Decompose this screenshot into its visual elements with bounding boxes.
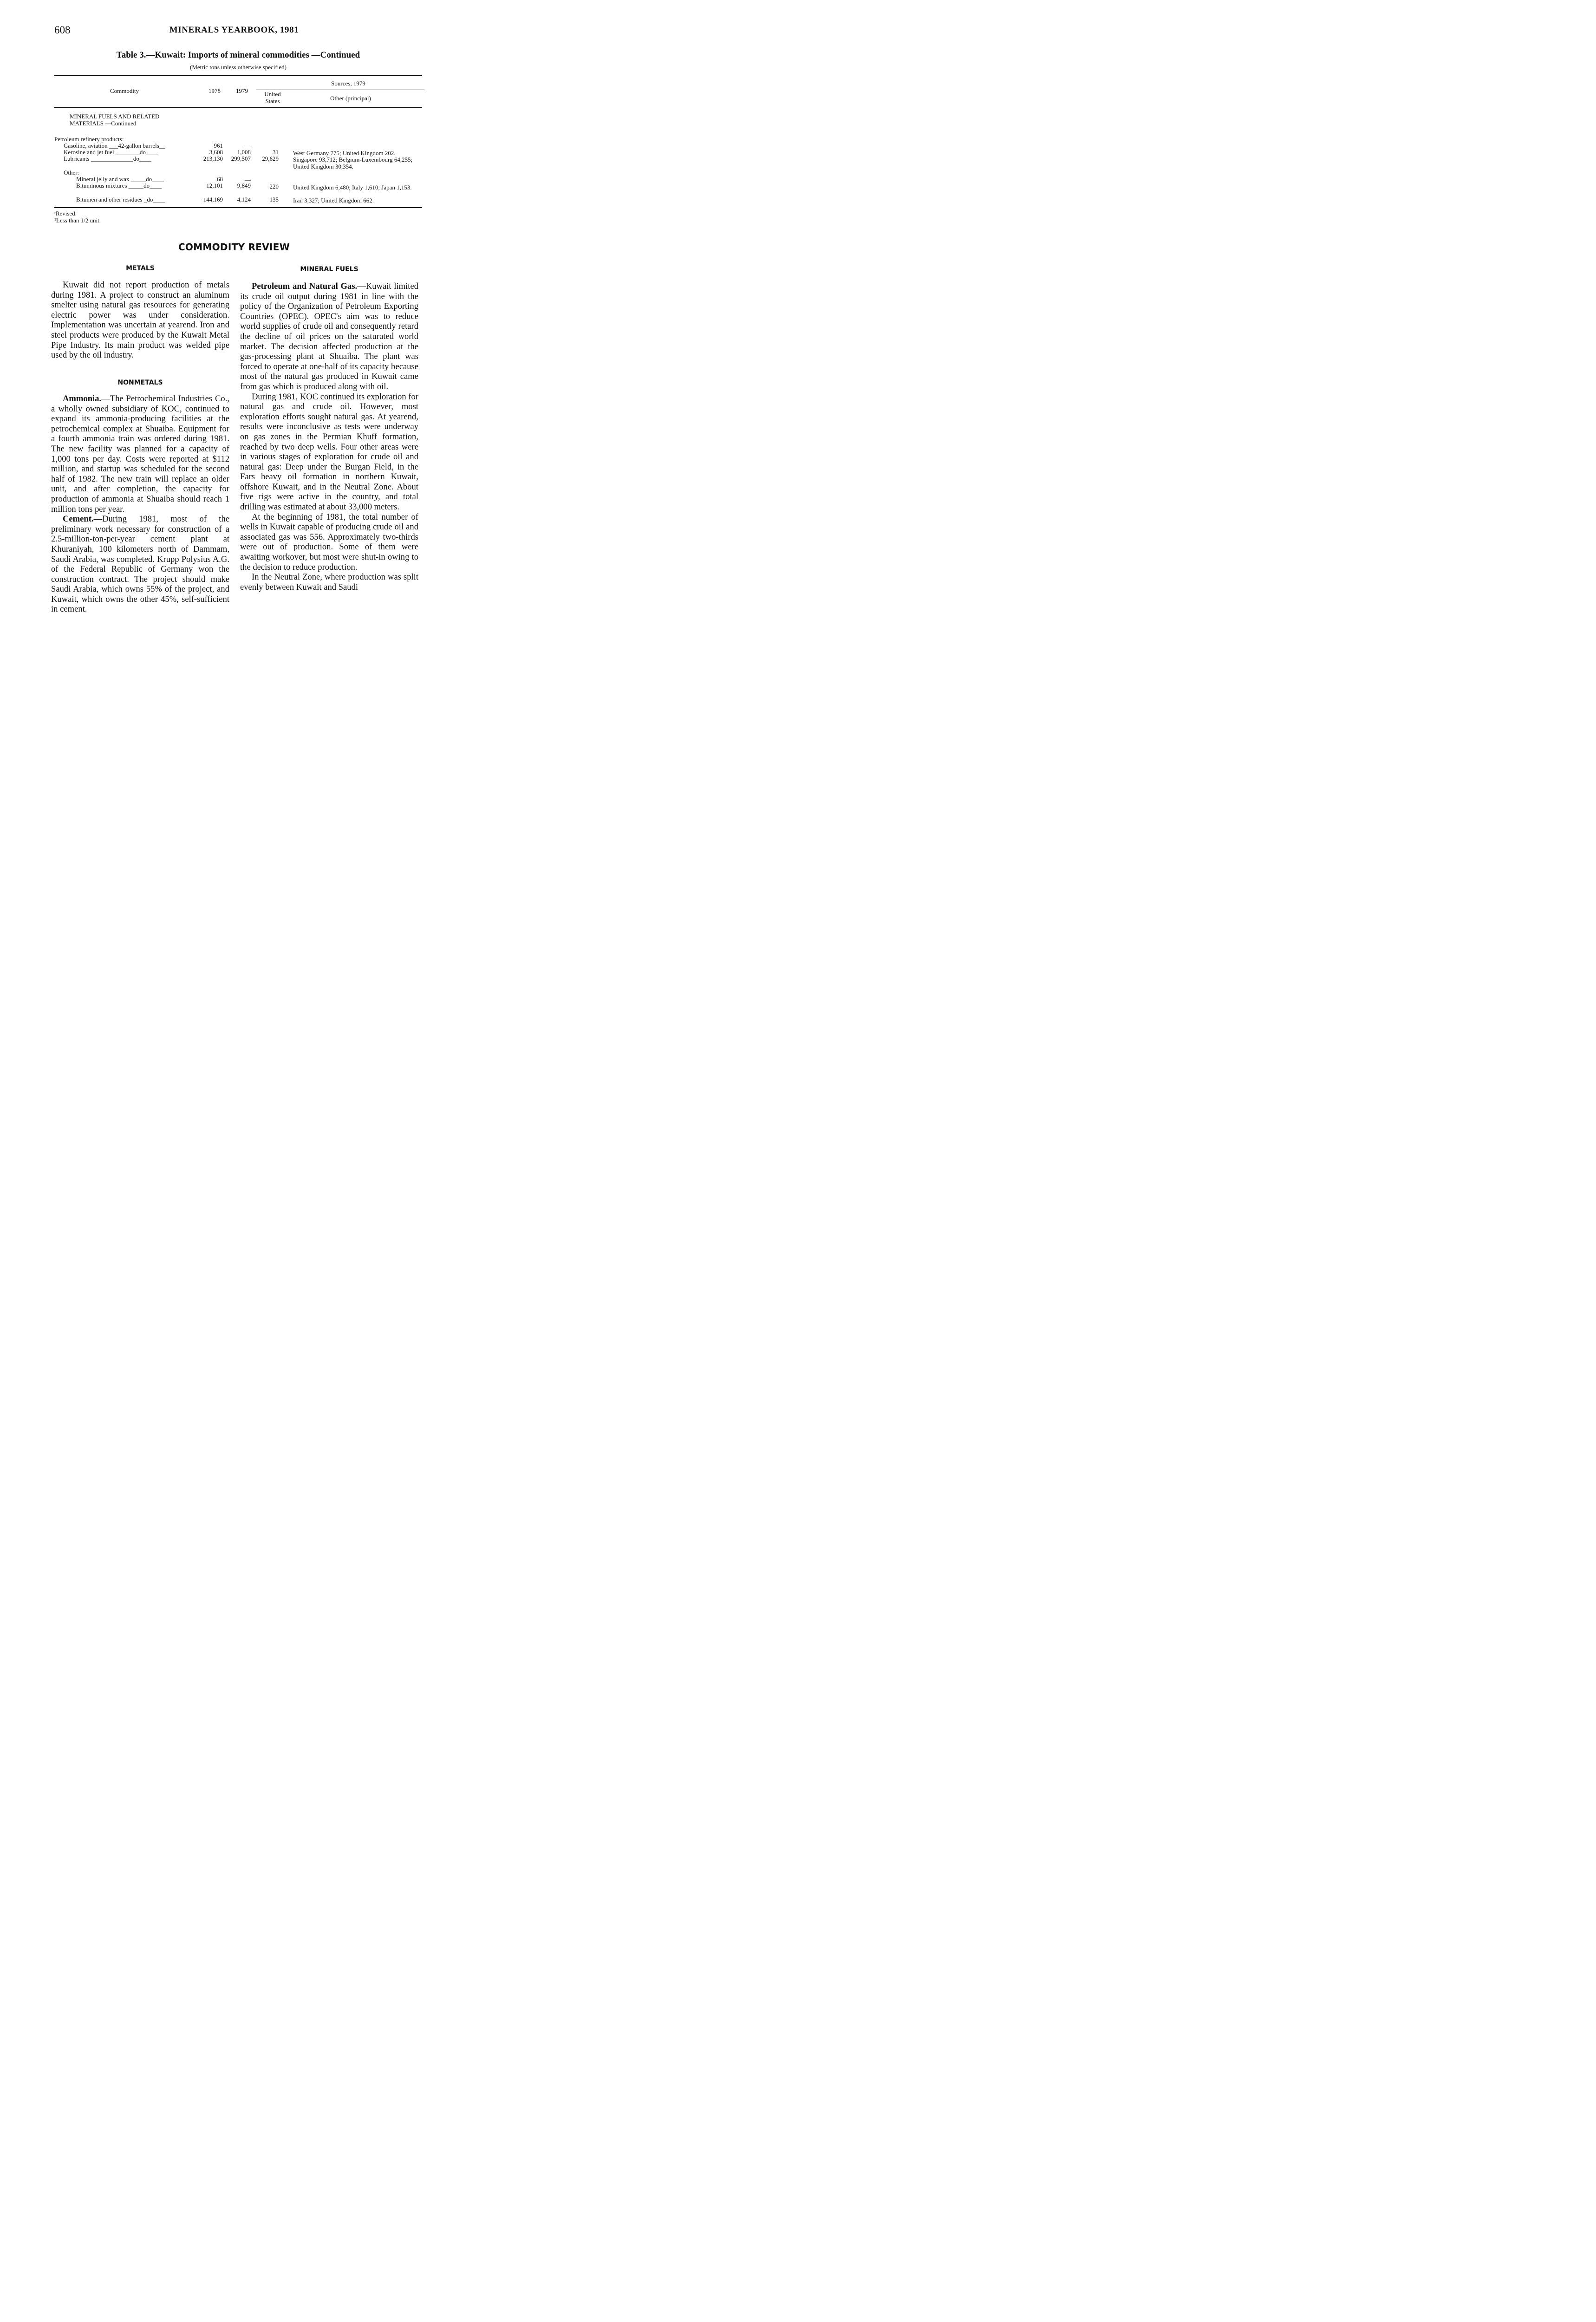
row-1979: 1,008 <box>237 149 251 156</box>
row-commodity: Bitumen and other residues _do____ <box>76 196 165 203</box>
row-commodity: Kerosine and jet fuel ________do____ <box>64 149 158 156</box>
row-us: 135 <box>269 196 279 203</box>
row-1978: 68 <box>217 176 223 183</box>
row-commodity: Lubricants ______________do____ <box>64 155 151 162</box>
header-1979: 1979 <box>236 87 248 94</box>
metals-heading: METALS <box>126 265 155 272</box>
header-other-principal: Other (principal) <box>330 95 371 102</box>
page-number: 608 <box>54 24 71 36</box>
header-sources: Sources, 1979 <box>331 80 365 87</box>
header-bottom-rule <box>54 107 422 108</box>
neutral-zone-paragraph: In the Neutral Zone, where production was split evenly between Kuwait and Saudi <box>240 572 418 592</box>
ammonia-paragraph <box>51 394 229 514</box>
cement-paragraph <box>51 514 229 614</box>
row-other: Singapore 93,712; Belgium-Luxembourg 64,255; United Kingdom 30,354. <box>293 156 413 170</box>
table-bottom-rule <box>54 207 422 208</box>
group-other: Other: <box>64 169 79 176</box>
row-other: West Germany 775; United Kingdom 202. <box>293 150 396 157</box>
header-1978: 1978 <box>208 87 221 94</box>
footnote-less-than: ¹Less than 1/2 unit. <box>54 217 101 224</box>
cement-text: —During 1981, most of the preliminary work necessary for construction of a 2.5-million-ton-per-year cement plant at Khuraniyah, 100 kilometers north of Dammam, Saudi Arabia, was completed. Krupp Polysius A.G. of the Federal Republic of Germany won the construction contract. The project should make Saudi Arabia, which owns 55% of the project, and Kuwait, which owns the other 45%, self-sufficient in cement. <box>51 514 229 614</box>
row-1978: 213,130 <box>203 155 223 162</box>
table-subtitle: (Metric tons unless otherwise specified) <box>190 64 287 71</box>
metals-paragraph: Kuwait did not report production of metals during 1981. A project to construct an aluminum smelter using natural gas resources for generating electric power was under consideration. Implementation was uncertain at yearend. Iron and steel products were produced by the Kuwait Metal Pipe Industry. Its main product was welded pipe used by the oil industry. <box>51 280 229 360</box>
row-1979: __ <box>245 174 251 181</box>
petroleum-paragraph <box>240 281 418 392</box>
petroleum-text: —Kuwait limited its crude oil output during 1981 in line with the policy of the Organization of Petroleum Exporting Countries (OPEC). OPEC's aim was to reduce world supplies of crude oil and consequently retard the decline of oil prices on the saturated world market. The decision affected production at the gas-processing plant at Shuaiba. The plant was forced to operate at one-half of its capacity because most of the natural gas produced in Kuwait came from gas which is produced along with oil. <box>240 281 419 391</box>
header-united-states: United States <box>264 91 281 104</box>
row-1979: 4,124 <box>237 196 251 203</box>
group-refinery: Petroleum refinery products: <box>54 136 124 143</box>
row-1979: 299,507 <box>231 155 251 162</box>
wells-paragraph: At the beginning of 1981, the total number of wells in Kuwait capable of producing crude oil and associated gas was 556. Approximately two-thirds were out of production. Some of them were awaiting workover, but most were shut-in owing to the decision to reduce production. <box>240 512 418 572</box>
row-commodity: Bituminous mixtures _____do____ <box>76 182 162 189</box>
commodity-review-title: COMMODITY REVIEW <box>178 241 290 253</box>
exploration-paragraph: During 1981, KOC continued its exploration for natural gas and crude oil. However, most exploration efforts sought natural gas. At yearend, results were inconclusive as tests were underway on gas zones in the Permian Khuff formation, reached by two deep wells. Four other areas were in various stages of exploration for crude oil and natural gas: Deep under the Burgan Field, in the Fars heavy oil formation in northern Kuwait, offshore Kuwait, and in the Neutral Zone. About five rigs were active in the country, and total drilling was estimated at about 33,000 meters. <box>240 391 418 512</box>
row-us: 29,629 <box>262 155 279 162</box>
running-title: MINERALS YEARBOOK, 1981 <box>169 25 299 35</box>
cement-lead: Cement. <box>63 514 94 524</box>
row-1978: 3,608 <box>209 149 223 156</box>
footnote-revised: ʳRevised. <box>54 210 77 217</box>
ammonia-lead: Ammonia. <box>63 394 102 404</box>
left-column <box>51 280 229 360</box>
petroleum-lead: Petroleum and Natural Gas. <box>252 281 358 291</box>
row-other: United Kingdom 6,480; Italy 1,610; Japan 1,153. <box>293 184 412 191</box>
row-1979: 9,849 <box>237 182 251 189</box>
row-us: 31 <box>273 149 279 156</box>
nonmetals-heading: NONMETALS <box>117 379 163 386</box>
ammonia-text: —The Petrochemical Industries Co., a wholly owned subsidiary of KOC, continued to expand its ammonia-producing facilities at the petrochemical complex at Shuaiba. Equipment for a fourth ammonia train was ordered during 1981. The new facility was planned for a capacity of 1,000 tons per day. Costs were reported at $112 million, and startup was scheduled for the second half of 1982. The new train will replace an older unit, and after completion, the capacity for production of ammonia at Shuaiba should reach 1 million tons per year. <box>51 394 229 514</box>
row-1978: 12,101 <box>206 182 223 189</box>
header-commodity: Commodity <box>110 87 139 94</box>
row-1978: 144,169 <box>203 196 223 203</box>
row-commodity: Mineral jelly and wax _____do____ <box>76 176 164 183</box>
row-other: Iran 3,327; United Kingdom 662. <box>293 197 374 204</box>
row-commodity: Gasoline, aviation ___42-gallon barrels__ <box>64 142 165 149</box>
section-label: MINERAL FUELS AND RELATED MATERIALS —Continued <box>70 113 160 127</box>
mineral-fuels-heading: MINERAL FUELS <box>300 266 358 273</box>
row-1979: __ <box>245 141 251 148</box>
table-top-rule <box>54 75 422 76</box>
left-column-nonmetals <box>51 394 229 614</box>
right-column <box>240 281 418 592</box>
row-1978: 961 <box>214 142 223 149</box>
row-us: 220 <box>269 183 279 190</box>
table-title: Table 3.—Kuwait: Imports of mineral commodities —Continued <box>116 50 360 60</box>
